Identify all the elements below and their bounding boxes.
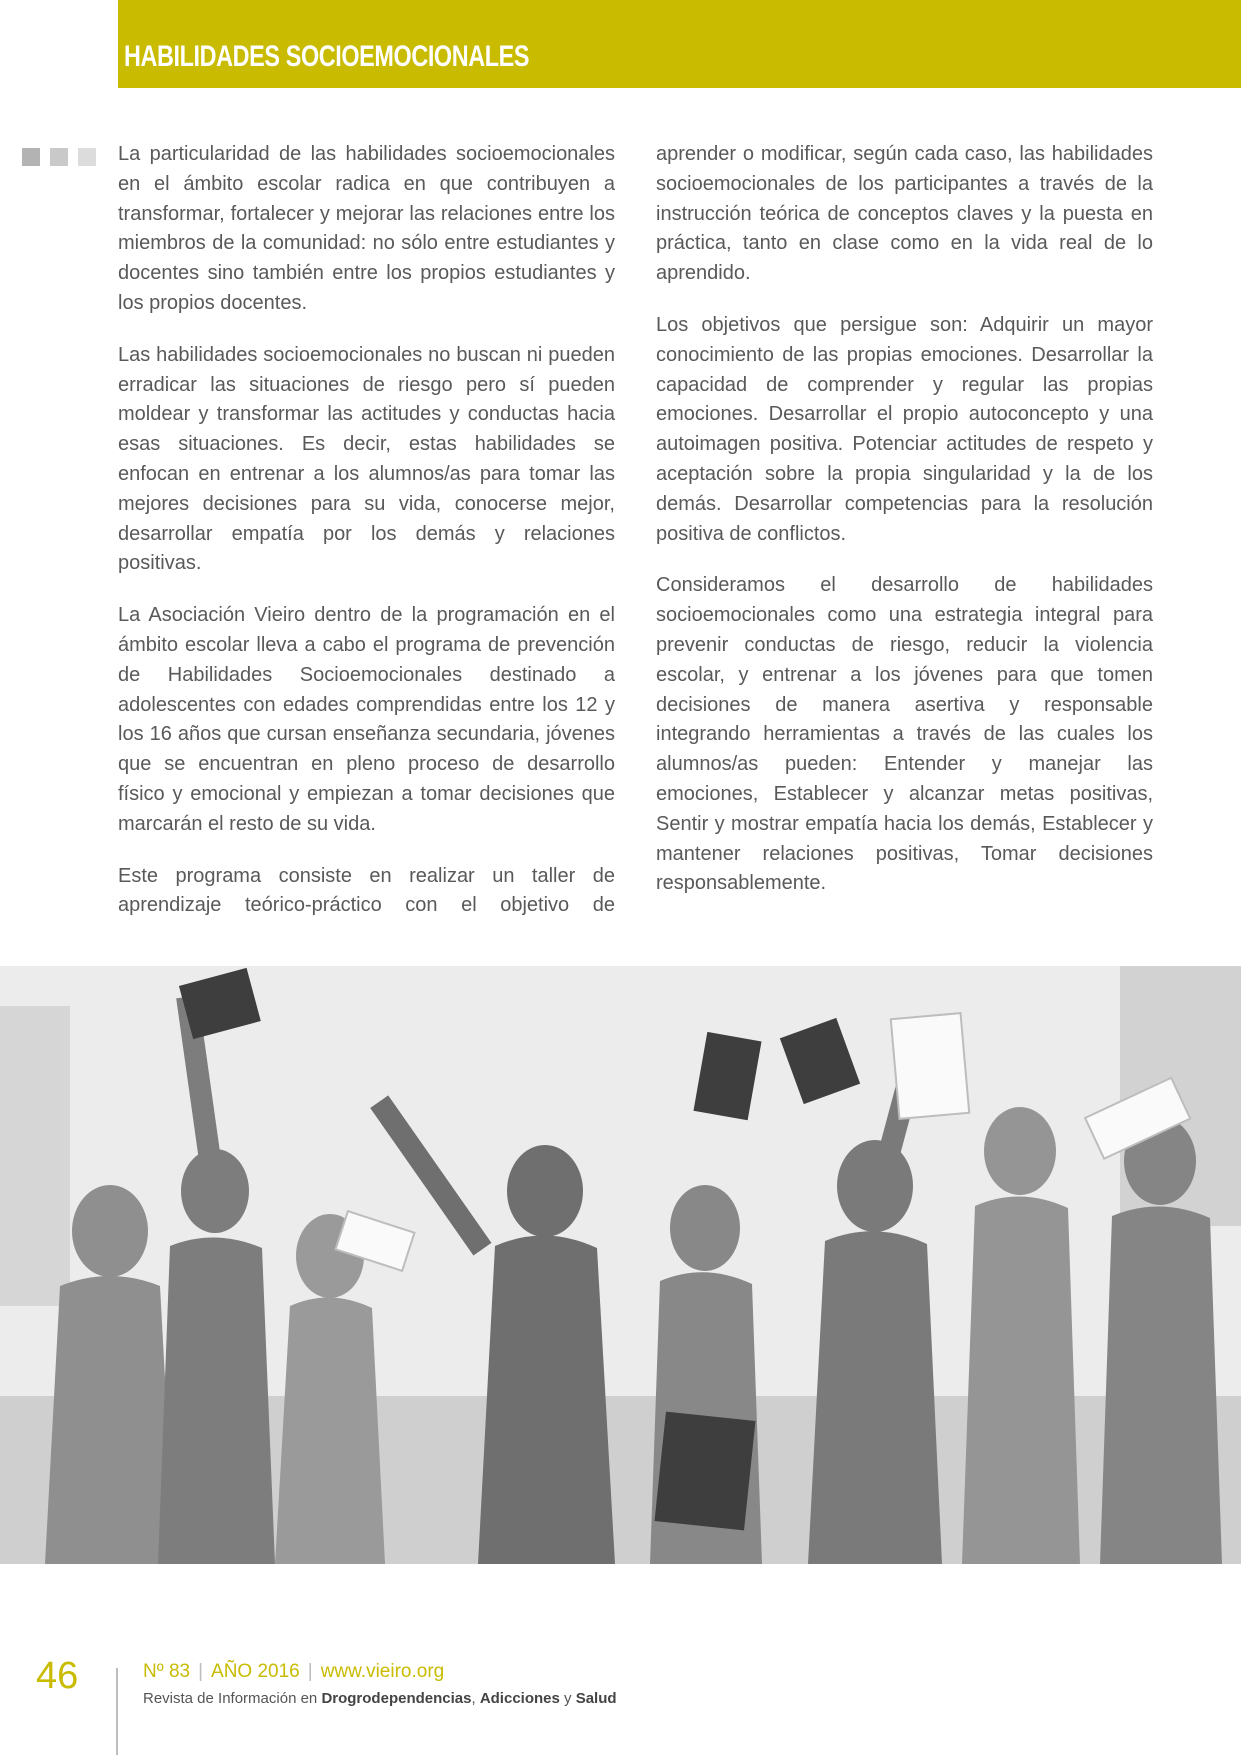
separator: | bbox=[307, 1661, 313, 1682]
paragraph: La Asociación Vieiro dentro de la programación en el ámbito escolar lleva a cabo el programa de prevención de Habilidades Socioemocionales destinado a adolescentes con edades comprendidas entre los 12 y los 16 años que cursan enseñanza secundaria, jóvenes que se encuentran en pleno proceso de desarrollo físico y emocional y empiezan a tomar decisiones que marcarán el resto de su vida. bbox=[118, 604, 615, 835]
square-bullet-2 bbox=[50, 148, 68, 166]
subtitle-drogodependencias: Drogrodependencias bbox=[321, 1690, 472, 1707]
paragraph: Las habilidades socioemocionales no buscan ni pueden erradicar las situaciones de riesgo pero sí pueden moldear y transformar las actitudes y conductas hacia esas situaciones. Es decir, estas habilidades se enfocan en entrenar a los alumnos/as para tomar las mejores decisiones para su vida, conocerse mejor, desarrollar empatía por los demás y relaciones positivas. bbox=[118, 343, 615, 575]
right-text-column bbox=[656, 140, 1153, 921]
subtitle-salud: Salud bbox=[575, 1690, 617, 1707]
paragraph: Los objetivos que persigue son: Adquirir un mayor conocimiento de las propias emociones. Desarrollar la capacidad de comprender y regular las propias emociones. Desarrollar el propio autoconcepto y una autoimagen positiva. Potenciar actitudes de respeto y aceptación sobre la propia singularidad y la de los demás. Desarrollar competencias para la resolución positiva de conflictos. bbox=[656, 313, 1153, 545]
subtitle-comma: , bbox=[471, 1690, 480, 1707]
issue-year: AÑO 2016 bbox=[211, 1661, 300, 1682]
subtitle-adicciones: Adicciones bbox=[479, 1690, 560, 1707]
website-link[interactable]: www.vieiro.org bbox=[320, 1661, 445, 1682]
separator: | bbox=[198, 1661, 204, 1682]
issue-number: Nº 83 bbox=[143, 1661, 191, 1682]
photo-illustration bbox=[0, 966, 1241, 1564]
students-jumping-photo bbox=[0, 966, 1241, 1564]
left-text-column bbox=[118, 140, 615, 943]
footer-divider bbox=[116, 1668, 118, 1755]
footer-issue-line bbox=[143, 1661, 444, 1683]
section-title: HABILIDADES SOCIOEMOCIONALES bbox=[124, 40, 530, 73]
paragraph: Este programa consiste en realizar un taller de aprendizaje teórico-práctico con el objetivo de bbox=[118, 864, 615, 917]
paragraph: Consideramos el desarrollo de habilidades socioemocionales como una estrategia integral para prevenir conductas de riesgo, reducir la violencia escolar, y entrenar a los jóvenes para que tomen decisiones de manera asertiva y responsable integrando herramientas a través de las cuales los alumnos/as pueden: Entender y manejar las emociones, Establecer y alcanzar metas positivas, Sentir y mostrar empatía hacia los demás, Establecer y mantener relaciones positivas, Tomar decisiones responsablemente. bbox=[656, 574, 1153, 895]
square-bullet-3 bbox=[78, 148, 96, 166]
footer-subtitle bbox=[143, 1690, 617, 1707]
page-number: 46 bbox=[36, 1655, 79, 1697]
header-band bbox=[118, 0, 1241, 88]
paragraph: La particularidad de las habilidades socioemocionales en el ámbito escolar radica en que contribuyen a transformar, fortalecer y mejorar las relaciones entre los miembros de la comunidad: no sólo entre estudiantes y docentes sino también entre los propios estudiantes y los propios docentes. bbox=[118, 143, 615, 314]
subtitle-prefix: Revista de Información en bbox=[143, 1690, 322, 1707]
square-bullet-1 bbox=[22, 148, 40, 166]
paragraph: aprender o modificar, según cada caso, las habilidades socioemocionales de los participantes a través de la instrucción teórica de conceptos claves y la puesta en práctica, tanto en clase como en la vida real de lo aprendido. bbox=[656, 143, 1153, 285]
decorative-squares bbox=[22, 148, 96, 166]
subtitle-and: y bbox=[559, 1690, 576, 1707]
